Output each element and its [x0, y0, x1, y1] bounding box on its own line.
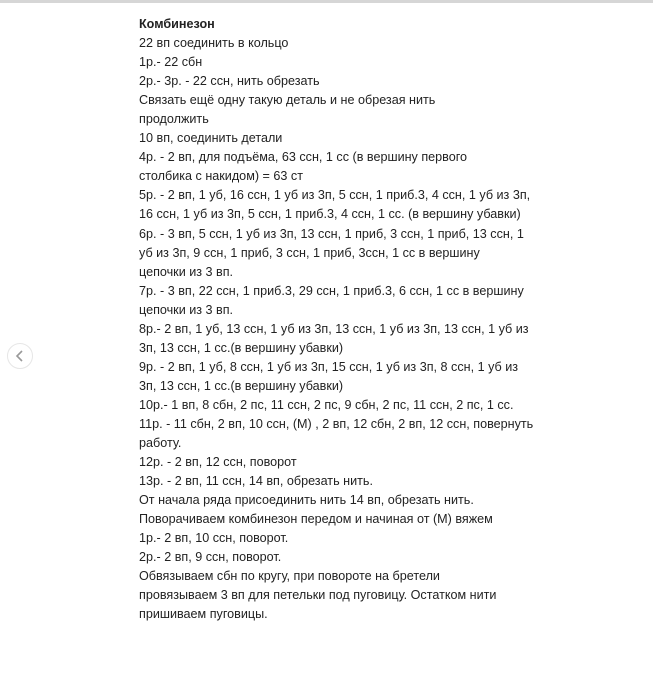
chevron-left-icon	[15, 350, 25, 362]
text-line: провязываем 3 вп для петельки под пуговицу. Остатком нити	[139, 588, 497, 603]
text-line: столбика с накидом) = 63 ст	[139, 169, 303, 184]
text-line: 6р. - 3 вп, 5 ссн, 1 уб из 3п, 13 ссн, 1 приб, 3 ссн, 1 приб, 13 ссн, 1	[139, 226, 524, 241]
top-divider	[0, 0, 653, 3]
text-line: От начала ряда присоединить нить 14 вп, обрезать нить.	[139, 493, 474, 508]
text-line: 10р.- 1 вп, 8 сбн, 2 пс, 11 ссн, 2 пс, 9 сбн, 2 пс, 11 ссн, 2 пс, 1 сс.	[139, 397, 514, 412]
text-line: цепочки из 3 вп.	[139, 264, 234, 279]
text-line: Связать ещё одну такую деталь и не обрезая нить	[139, 93, 436, 108]
text-line: 3п, 13 ссн, 1 сс.(в вершину убавки)	[139, 378, 344, 393]
pattern-text	[139, 15, 534, 622]
text-line: Обвязываем сбн по кругу, при повороте на бретели	[139, 569, 440, 584]
text-line: уб из 3п, 9 ссн, 1 приб, 3 ссн, 1 приб, 3ссн, 1 сс в вершину	[139, 245, 480, 260]
text-line: 7р. - 3 вп, 22 ссн, 1 приб.3, 29 ссн, 1 приб.3, 6 ссн, 1 сс в вершину	[139, 283, 524, 298]
text-line: 16 ссн, 1 уб из 3п, 5 ссн, 1 приб.3, 4 ссн, 1 сс. (в вершину убавки)	[139, 207, 521, 222]
text-line: работу.	[139, 436, 182, 451]
text-line: 1р.- 22 сбн	[139, 55, 203, 70]
text-line: цепочки из 3 вп.	[139, 302, 234, 317]
text-line: 3п, 13 ссн, 1 сс.(в вершину убавки)	[139, 340, 344, 355]
text-line: 22 вп соединить в кольцо	[139, 36, 289, 51]
text-line: 2р.- 2 вп, 9 ссн, поворот.	[139, 550, 282, 565]
text-line: 10 вп, соединить детали	[139, 131, 283, 146]
text-line: 9р. - 2 вп, 1 уб, 8 ссн, 1 уб из 3п, 15 ссн, 1 уб из 3п, 8 ссн, 1 уб из	[139, 359, 519, 374]
text-line: пришиваем пуговицы.	[139, 607, 268, 622]
text-line: 2р.- 3р. - 22 ссн, нить обрезать	[139, 74, 320, 89]
text-line: 8р.- 2 вп, 1 уб, 13 ссн, 1 уб из 3п, 13 ссн, 1 уб из 3п, 13 ссн, 1 уб из	[139, 321, 529, 336]
text-line: 4р. - 2 вп, для подъёма, 63 ссн, 1 сс (в вершину первого	[139, 150, 468, 165]
document-title: Комбинезон	[139, 17, 215, 31]
text-line: Поворачиваем комбинезон передом и начиная от (М) вяжем	[139, 512, 493, 527]
previous-button[interactable]	[7, 343, 33, 369]
text-line: 1р.- 2 вп, 10 ссн, поворот.	[139, 531, 289, 546]
text-line: 13р. - 2 вп, 11 ссн, 14 вп, обрезать нить.	[139, 474, 373, 489]
text-line: 5р. - 2 вп, 1 уб, 16 ссн, 1 уб из 3п, 5 ссн, 1 приб.3, 4 ссн, 1 уб из 3п,	[139, 188, 531, 203]
text-line: продолжить	[139, 112, 209, 127]
text-line: 11р. - 11 сбн, 2 вп, 10 ссн, (М) , 2 вп, 12 сбн, 2 вп, 12 ссн, повернуть	[139, 416, 534, 431]
text-line: 12р. - 2 вп, 12 ссн, поворот	[139, 455, 297, 470]
